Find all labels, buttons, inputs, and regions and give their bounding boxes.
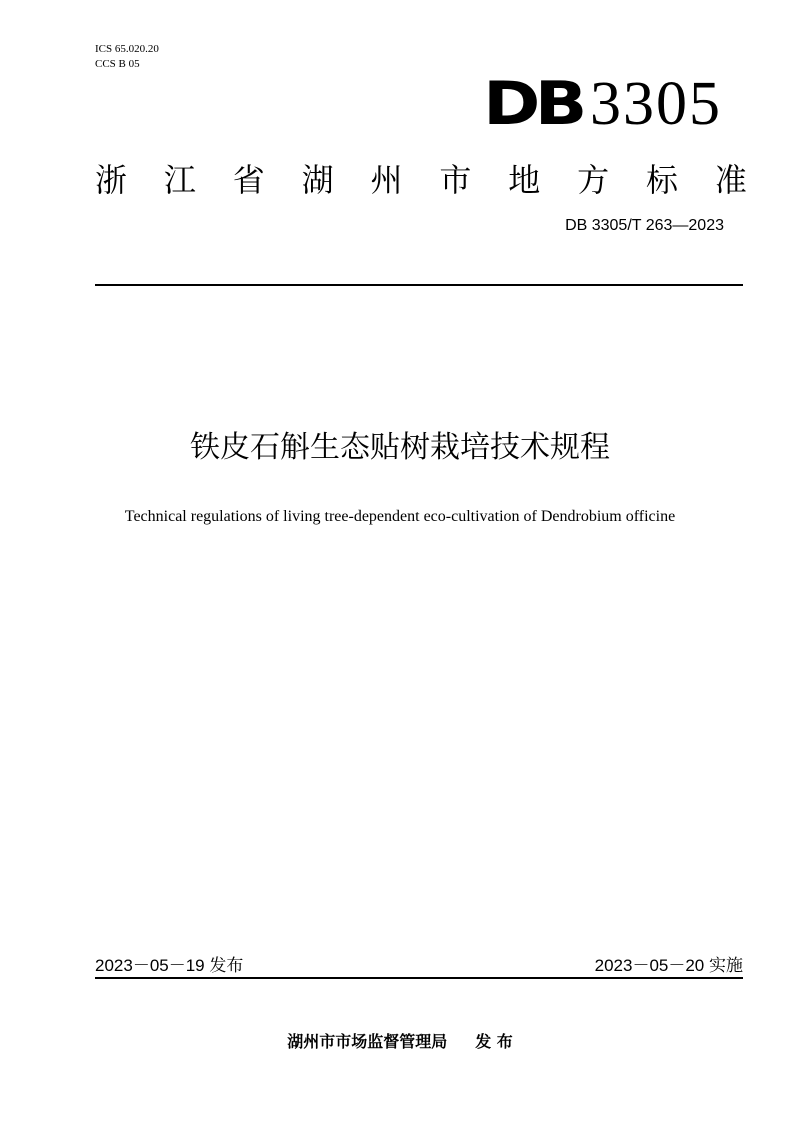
standard-type-char: 市: [439, 161, 472, 199]
issuer-line: [0, 1030, 800, 1054]
standard-mark-number: 3305: [590, 70, 722, 138]
standard-type-char: 标: [646, 161, 679, 199]
publish-date: 2023－05－19 发布: [95, 956, 244, 975]
date-line: [95, 955, 743, 977]
standard-type-char: 省: [232, 161, 265, 199]
issuer-action: 发 布: [475, 1032, 513, 1051]
standard-type-char: 浙: [95, 161, 128, 199]
standard-type-char: 江: [163, 161, 196, 199]
classification-codes: [95, 42, 159, 72]
standard-mark: [483, 69, 722, 139]
standard-type-char: 州: [370, 161, 403, 199]
document-title-english: Technical regulations of living tree-dependent eco-cultivation of Dendrobium officine: [124, 508, 676, 525]
standard-mark-letters: DB: [483, 69, 582, 139]
issuer-name: 湖州市市场监督管理局: [287, 1032, 448, 1051]
standard-number: DB 3305/T 263—2023: [565, 217, 724, 234]
standard-type-char: 湖: [301, 161, 334, 199]
ics-code: ICS 65.020.20: [95, 43, 159, 55]
implement-date: 2023－05－20 实施: [594, 956, 743, 975]
footer-divider: [95, 977, 743, 979]
document-title-chinese: 铁皮石斛生态贴树栽培技术规程: [190, 430, 610, 465]
standard-type-char: 准: [714, 161, 747, 199]
ccs-code: CCS B 05: [95, 58, 140, 70]
standard-type-char: 方: [577, 161, 610, 199]
header-divider: [95, 284, 743, 286]
standard-type-char: 地: [508, 161, 541, 199]
standard-type-heading: [95, 160, 747, 200]
